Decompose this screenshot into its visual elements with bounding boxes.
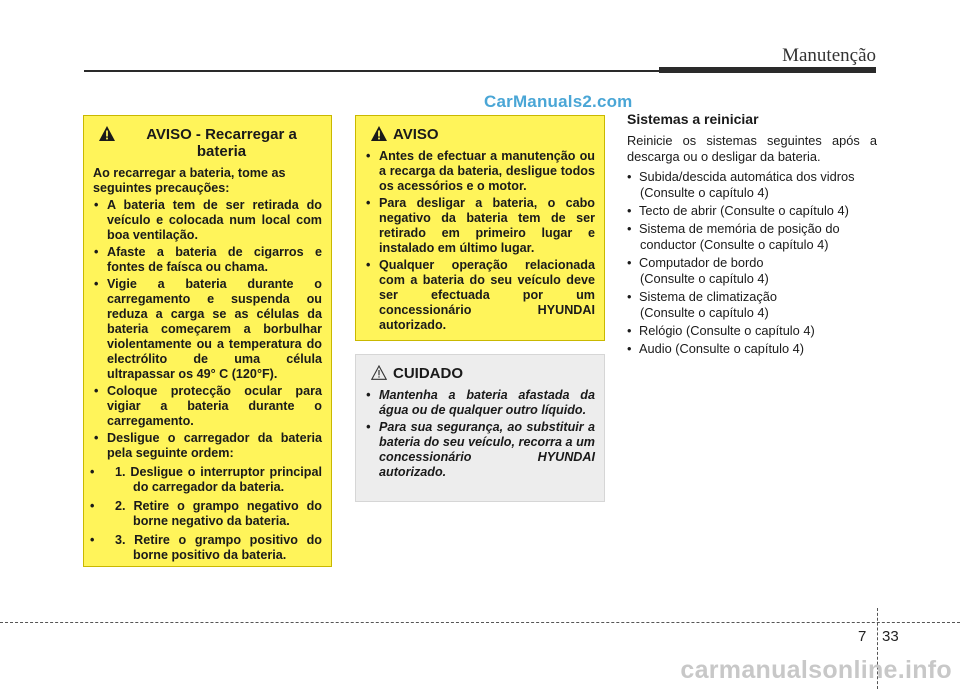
reset-systems-section <box>627 111 877 359</box>
caution-item: • Mantenha a bateria afastada da água ou de qualquer outro líquido. <box>365 388 595 418</box>
warning-maintenance-title-text: AVISO <box>393 126 439 143</box>
warning-triangle-icon <box>99 126 115 141</box>
warning-charge-item: • Vigie a bateria durante o carregamento e suspenda ou reduza a carga se as células da bateria começarem a borbulhar violentamente ou a temperatura do electrólito de uma célula ultrapassar os 49° C (120°F). <box>93 277 322 382</box>
warning-maintenance-box <box>355 115 605 341</box>
reset-system-item <box>627 203 877 219</box>
reset-system-item <box>627 255 877 287</box>
reset-system-item <box>627 341 877 357</box>
reset-system-name: Relógio (Consulte o capítulo 4) <box>639 323 815 338</box>
caution-triangle-icon <box>371 365 387 380</box>
warning-maintenance-item: • Para desligar a bateria, o cabo negativo da bateria tem de ser retirado em primeiro lugar e instalado em último lugar. <box>365 196 595 256</box>
chapter-number: 7 <box>858 628 867 645</box>
warning-maintenance-item: • Qualquer operação relacionada com a bateria do seu veículo deve ser efectuada por um concessionário HYUNDAI autorizado. <box>365 258 595 333</box>
warning-charge-title <box>93 126 322 160</box>
reset-system-item <box>627 289 877 321</box>
warning-charge-item <box>93 431 322 563</box>
section-title: Manutenção <box>782 45 876 66</box>
reset-system-ref: conductor (Consulte o capítulo 4) <box>640 237 829 252</box>
warning-maintenance-title <box>365 126 595 143</box>
disconnect-step: • 2. Retire o grampo negativo do borne negativo da bateria. <box>107 499 322 529</box>
header-rule <box>84 70 659 72</box>
disconnect-step: • 1. Desligue o interruptor principal do carregador da bateria. <box>107 465 322 495</box>
watermark-top: CarManuals2.com <box>484 92 633 111</box>
warning-charge-box <box>83 115 332 567</box>
reset-system-item <box>627 169 877 201</box>
disconnect-step: • 3. Retire o grampo positivo do borne positivo da bateria. <box>107 533 322 563</box>
reset-system-name: Sistema de memória de posição do <box>639 221 840 236</box>
reset-system-name: Audio (Consulte o capítulo 4) <box>639 341 805 356</box>
reset-system-item <box>627 221 877 253</box>
warning-charge-item-text: Desligue o carregador da bateria pela seguinte ordem: <box>107 431 322 460</box>
reset-system-name: Sistema de climatização <box>639 289 777 304</box>
caution-title <box>365 365 595 382</box>
warning-charge-item: • A bateria tem de ser retirada do veículo e colocada num local com boa ventilação. <box>93 198 322 243</box>
warning-charge-item: • Afaste a bateria de cigarros e fontes de faísca ou chama. <box>93 245 322 275</box>
caution-box <box>355 354 605 502</box>
warning-maintenance-item: • Antes de efectuar a manutenção ou a recarga da bateria, desligue todos os acessórios e o motor. <box>365 149 595 194</box>
page-number: 33 <box>882 628 899 645</box>
reset-system-name: Subida/descida automática dos vidros <box>639 169 855 184</box>
reset-systems-heading: Sistemas a reiniciar <box>627 111 759 127</box>
reset-system-ref: (Consulte o capítulo 4) <box>640 185 769 200</box>
warning-triangle-icon <box>371 126 387 141</box>
reset-system-ref: (Consulte o capítulo 4) <box>640 271 769 286</box>
reset-system-name: Tecto de abrir (Consulte o capítulo 4) <box>639 203 849 218</box>
reset-system-item <box>627 323 877 339</box>
watermark-bottom: carmanualsonline.info <box>680 656 952 684</box>
caution-title-text: CUIDADO <box>393 365 463 382</box>
header-bar <box>659 67 876 73</box>
warning-charge-intro: Ao recarregar a bateria, tome as seguintes precauções: <box>93 166 286 195</box>
warning-charge-title-text: AVISO - Recarregar a bateria <box>146 126 297 160</box>
reset-system-name: Computador de bordo <box>639 255 764 270</box>
reset-systems-intro: Reinicie os sistemas seguintes após a descarga ou o desligar da bateria. <box>627 133 877 164</box>
warning-charge-item: • Coloque protecção ocular para vigiar a bateria durante o carregamento. <box>93 384 322 429</box>
reset-system-ref: (Consulte o capítulo 4) <box>640 305 769 320</box>
footer-rule <box>0 622 960 623</box>
caution-item: • Para sua segurança, ao substituir a bateria do seu veículo, recorra a um concessionário HYUNDAI autorizado. <box>365 420 595 480</box>
